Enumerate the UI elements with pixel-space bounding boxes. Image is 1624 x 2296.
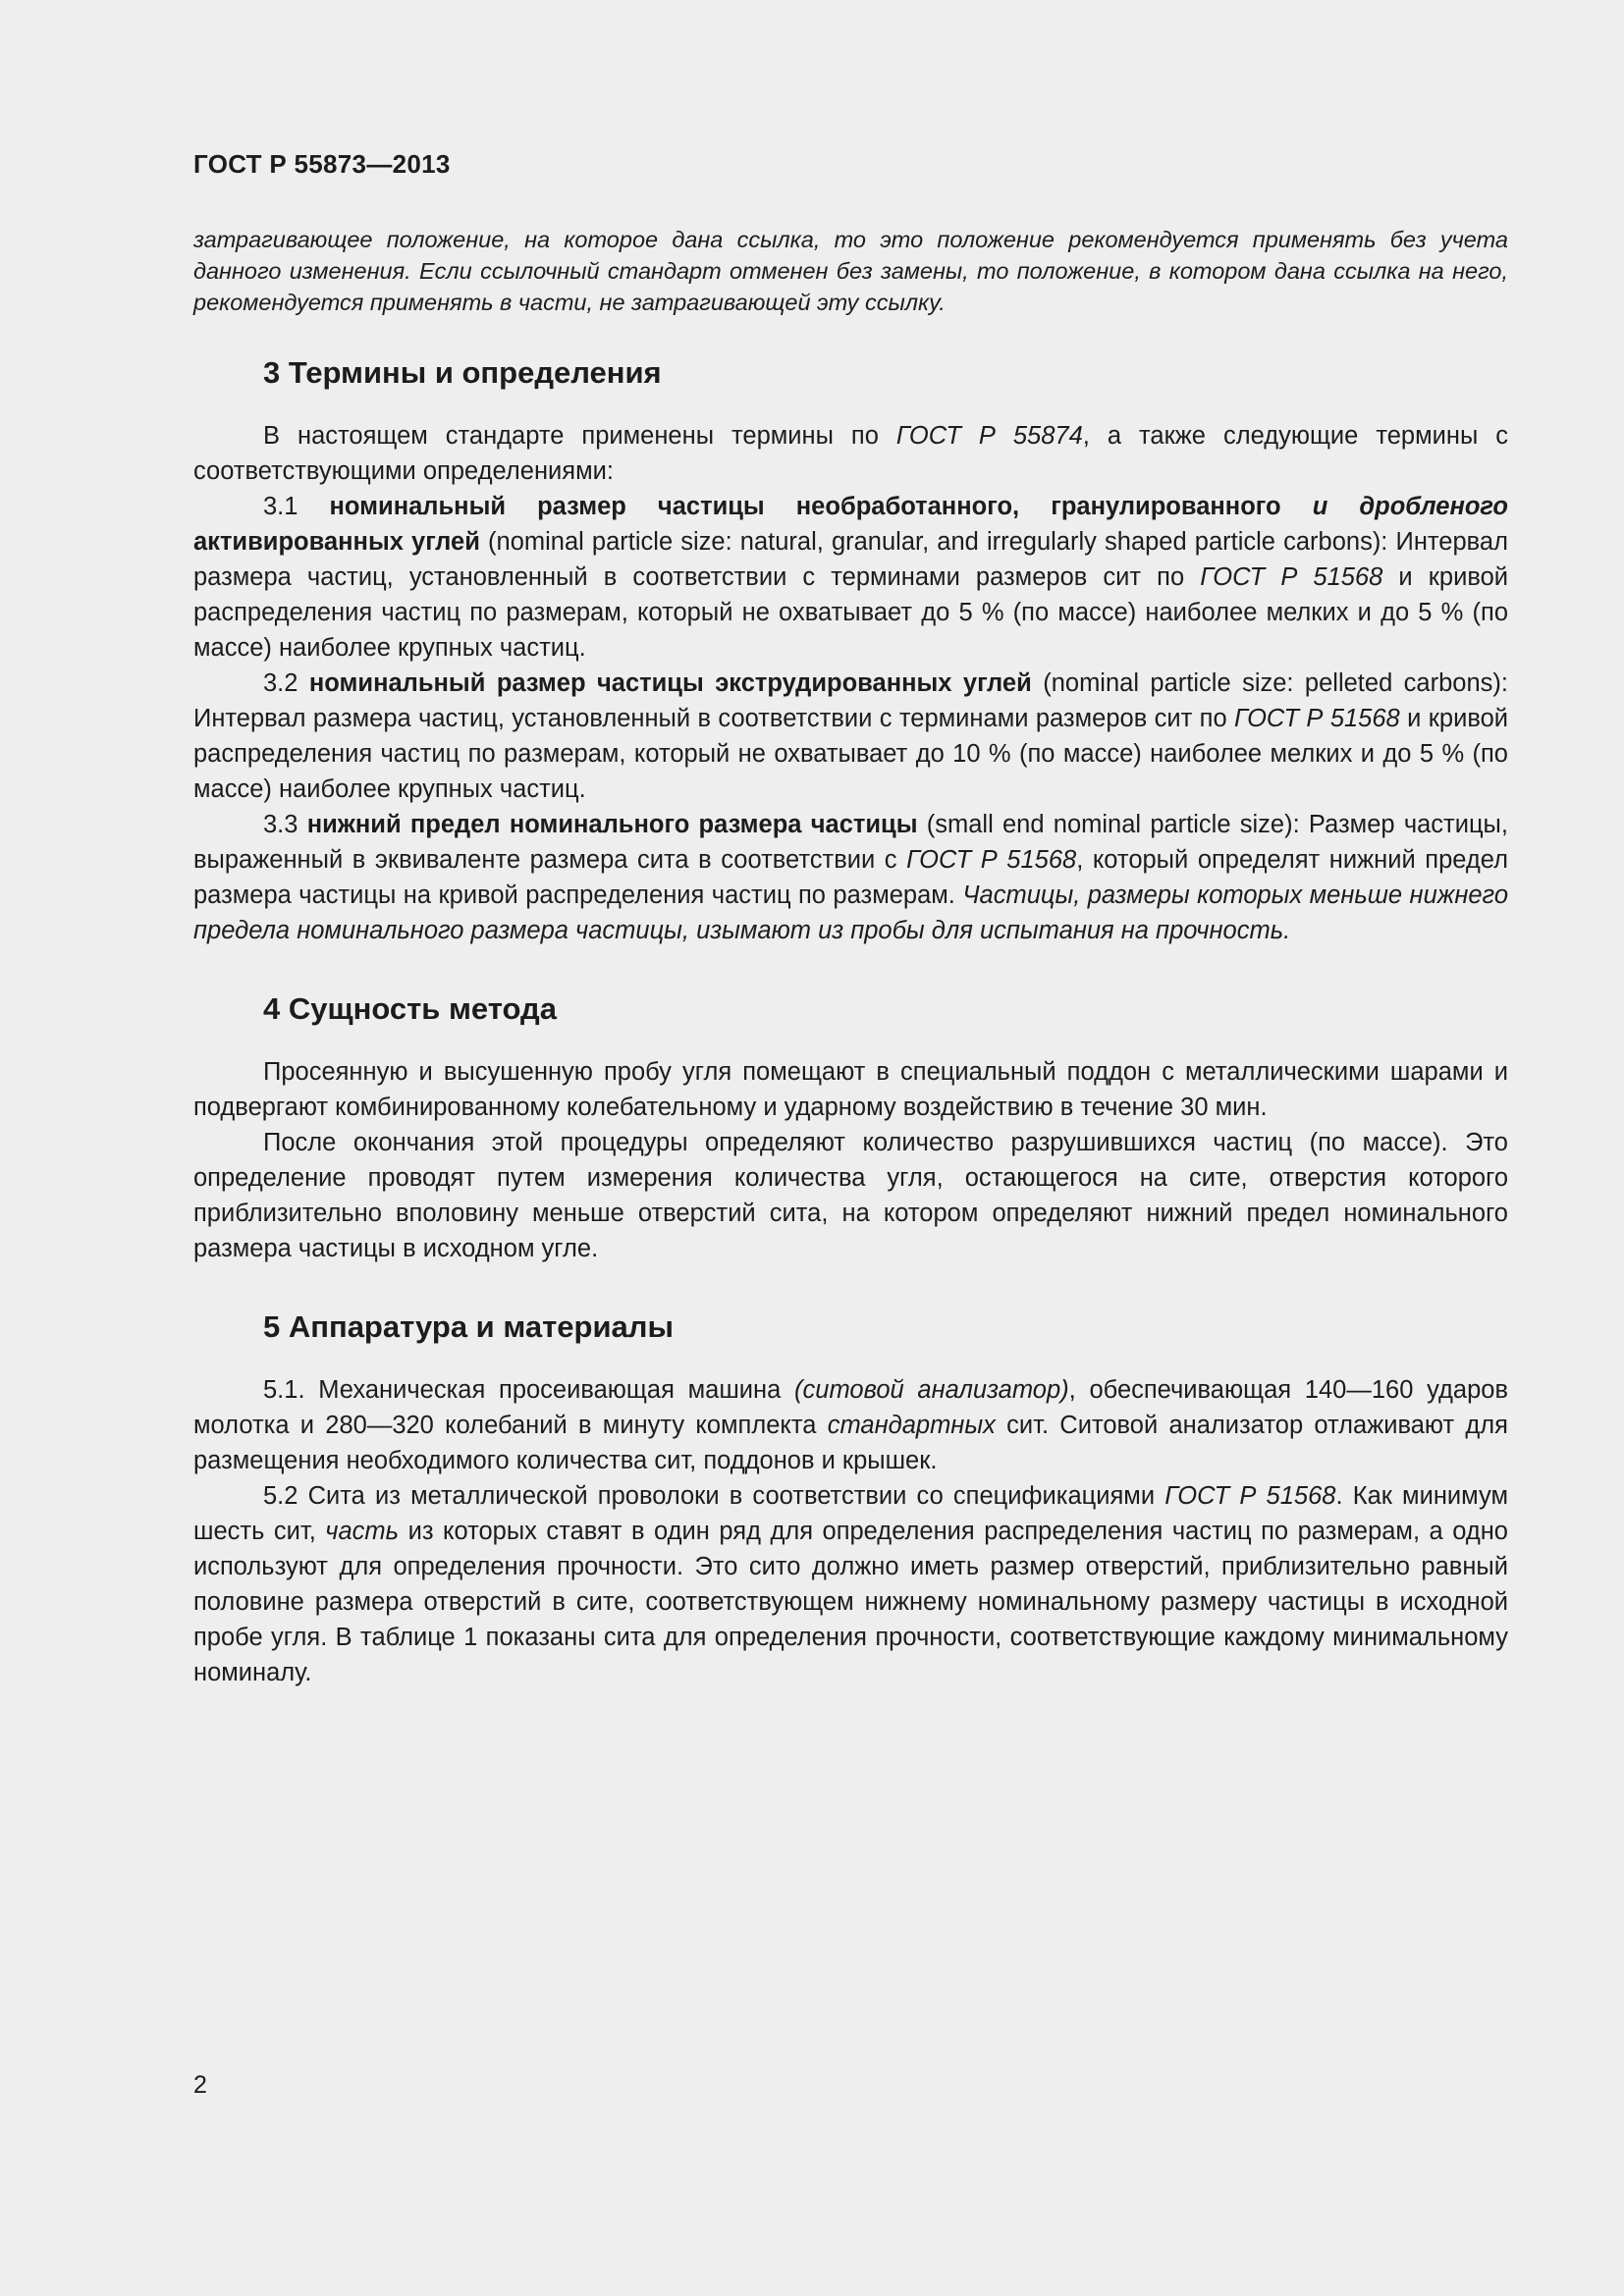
- section-3-heading: 3 Термины и определения: [263, 355, 662, 390]
- term-3-2: 3.2 номинальный размер частицы экструдированных углей (nominal particle size: pelleted carbons): Интервал размера частиц, установленный в соответствии с терминами размеров сит по ГОСТ Р 51568 и кривой распределения частиц по размерам, который не охватывает до 10 % (по массе) наиболее мелких и до 5 % (по массе) наиболее крупных частиц.: [193, 669, 1509, 803]
- document-body: [193, 224, 1508, 1690]
- section-4-heading: 4 Сущность метода: [263, 991, 557, 1026]
- italic-note: Частицы, размеры которых меньше нижнего предела номинального размера частицы, изымают из пробы для испытания на прочность.: [193, 881, 1509, 944]
- section-5-heading: 5 Аппаратура и материалы: [263, 1309, 674, 1344]
- page-number: 2: [193, 2071, 207, 2099]
- standard-reference: ГОСТ Р 51568: [1234, 705, 1400, 732]
- standard-reference: ГОСТ Р 55874: [895, 422, 1083, 450]
- document-header: ГОСТ Р 55873—2013: [193, 149, 451, 179]
- intro-note: затрагивающее положение, на которое дана ссылка, то это положение рекомендуется применять без учета данного изменения. Если ссылочный стандарт отменен без замены, то положение, в котором дана ссылка на него, рекомендуется применять в части, не затрагивающей эту ссылку.: [193, 227, 1508, 315]
- italic-text: стандартных: [827, 1412, 996, 1439]
- standard-reference: ГОСТ Р 51568: [906, 846, 1077, 874]
- term-name: номинальный размер частицы необработанного, гранулированного: [329, 493, 1313, 520]
- item-5-2: 5.2 Сита из металлической проволоки в соответствии со спецификациями ГОСТ Р 51568. Как минимум шесть сит, часть из которых ставят в один ряд для определения распределения частиц по размерам, а одно используют для определения прочности. Это сито должно иметь размер отверстий, приблизительно равный половине размера отверстий в сите, соответствующем нижнему номинальному размеру частицы в исходной пробе угля. В таблице 1 показаны сита для определения прочности, соответствующие каждому минимальному номиналу.: [193, 1482, 1508, 1686]
- standard-reference: ГОСТ Р 51568: [1200, 563, 1383, 591]
- term-3-3: 3.3 нижний предел номинального размера частицы (small end nominal particle size): Размер частицы, выраженный в эквиваленте размера сита в соответствии с ГОСТ Р 51568, который определят нижний предел размера частицы на кривой распределения частиц по размерам. Частицы, размеры которых меньше нижнего предела номинального размера частицы, изымают из пробы для испытания на прочность.: [193, 811, 1509, 944]
- term-name: номинальный размер частицы экструдированных углей: [308, 669, 1032, 697]
- standard-reference: ГОСТ Р 51568: [1164, 1482, 1336, 1510]
- term-name-italic: и дробленого: [1312, 493, 1508, 520]
- italic-text: (ситовой анализатор): [794, 1376, 1069, 1404]
- section-3-intro: В настоящем стандарте применены термины по ГОСТ Р 55874, а также следующие термины с соответствующими определениями:: [193, 422, 1509, 485]
- section-4-paragraph-1: Просеянную и высушенную пробу угля помещают в специальный поддон с металлическими шарами и подвергают комбинированному колебательному и ударному воздействию в течение 30 мин.: [193, 1058, 1508, 1121]
- item-5-1: 5.1. Механическая просеивающая машина (ситовой анализатор), обеспечивающая 140—160 ударов молотка и 280—320 колебаний в минуту комплекта стандартных сит. Ситовой анализатор отлаживают для размещения необходимого количества сит, поддонов и крышек.: [193, 1376, 1508, 1474]
- term-name: нижний предел номинального размера частицы: [306, 811, 918, 838]
- term-3-1: 3.1 номинальный размер частицы необработанного, гранулированного и дробленого активированных углей (nominal particle size: natural, granular, and irregularly shaped particle carbons): Интервал размера частиц, установленный в соответствии с терминами размеров сит по ГОСТ Р 51568 и кривой распределения частиц по размерам, который не охватывает до 5 % (по массе) наиболее мелких и до 5 % (по массе) наиболее крупных частиц.: [193, 493, 1509, 662]
- term-name: активированных углей: [193, 528, 480, 556]
- section-4-paragraph-2: После окончания этой процедуры определяют количество разрушившихся частиц (по массе). Это определение проводят путем измерения количества угля, остающегося на сите, отверстия которого приблизительно вполовину меньше отверстий сита, на котором определяют нижний предел номинального размера частицы в исходном угле.: [193, 1129, 1508, 1262]
- italic-text: часть: [325, 1518, 400, 1545]
